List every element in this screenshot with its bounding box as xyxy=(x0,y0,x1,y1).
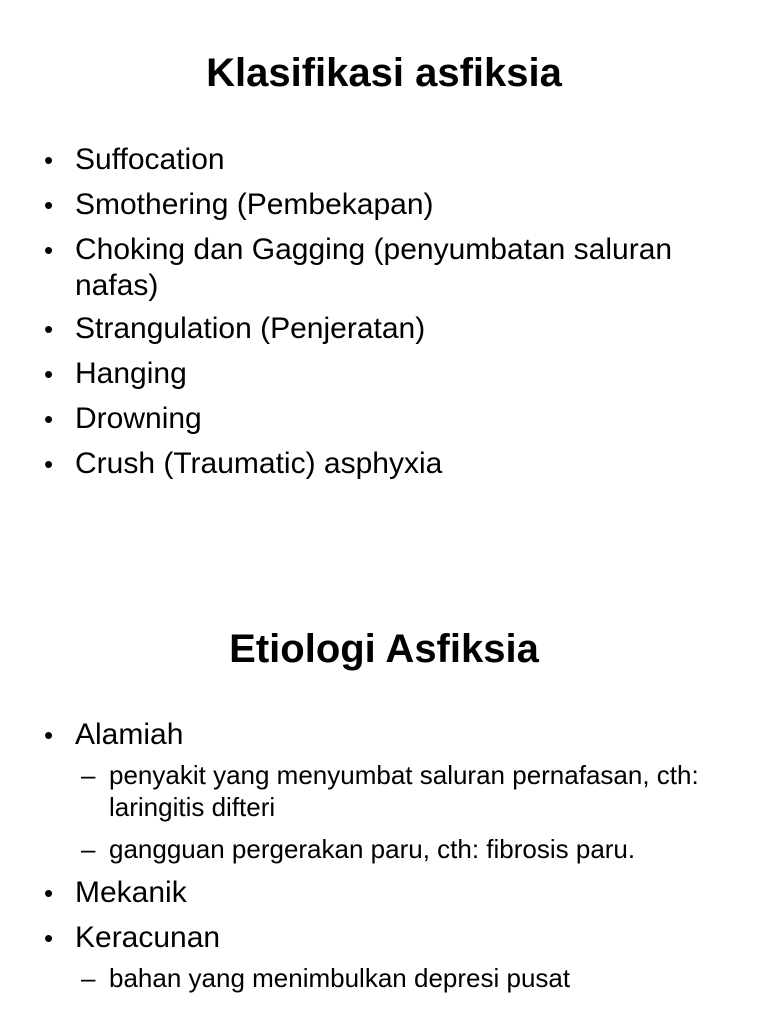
list-item-text: Choking dan Gagging (penyumbatan saluran nafas) xyxy=(75,233,673,302)
list-item-text: Smothering (Pembekapan) xyxy=(75,188,434,221)
sub-list xyxy=(75,962,734,994)
list-item-alamiah xyxy=(44,717,734,865)
bullet-icon: • xyxy=(44,878,54,908)
list-item xyxy=(44,311,734,347)
slide-title: Klasifikasi asfiksia xyxy=(206,51,562,95)
dash-icon: – xyxy=(81,963,96,993)
list-item-keracunan xyxy=(44,920,734,994)
list-item-text: Hanging xyxy=(75,357,187,390)
slide-title: Etiologi Asfiksia xyxy=(229,627,539,671)
list-item xyxy=(44,232,734,304)
sub-item-text: penyakit yang menyumbat saluran pernafasan, cth: laringitis difteri xyxy=(109,760,699,822)
list-item-text: Keracunan xyxy=(75,921,221,954)
dash-icon: – xyxy=(81,760,96,790)
bullet-icon: • xyxy=(44,190,54,220)
sub-list-item xyxy=(75,833,734,865)
list-item-text: Alamiah xyxy=(75,718,184,751)
list-item xyxy=(44,401,734,437)
dash-icon: – xyxy=(81,834,96,864)
list-item-text: Crush (Traumatic) asphyxia xyxy=(75,447,443,480)
bullet-list xyxy=(44,717,734,1004)
bullet-icon: • xyxy=(44,404,54,434)
bullet-icon: • xyxy=(44,449,54,479)
bullet-icon: • xyxy=(44,145,54,175)
list-item xyxy=(44,142,734,178)
bullet-list xyxy=(44,142,734,491)
list-item-text: Mekanik xyxy=(75,876,187,909)
sub-list-item xyxy=(75,759,734,823)
list-item-mekanik xyxy=(44,875,734,911)
sub-item-text: bahan yang menimbulkan depresi pusat xyxy=(109,963,571,993)
sub-list xyxy=(75,759,734,865)
sub-list-item xyxy=(75,962,734,994)
bullet-icon: • xyxy=(44,235,54,265)
bullet-icon: • xyxy=(44,923,54,953)
bullet-icon: • xyxy=(44,359,54,389)
bullet-icon: • xyxy=(44,314,54,344)
list-item-text: Suffocation xyxy=(75,143,225,176)
list-item xyxy=(44,187,734,223)
slide-etiologi xyxy=(0,512,768,1024)
list-item-text: Drowning xyxy=(75,402,202,435)
sub-item-text: gangguan pergerakan paru, cth: fibrosis paru. xyxy=(109,834,636,864)
bullet-icon: • xyxy=(44,720,54,750)
list-item xyxy=(44,356,734,392)
list-item xyxy=(44,446,734,482)
list-item-text: Strangulation (Penjeratan) xyxy=(75,312,426,345)
